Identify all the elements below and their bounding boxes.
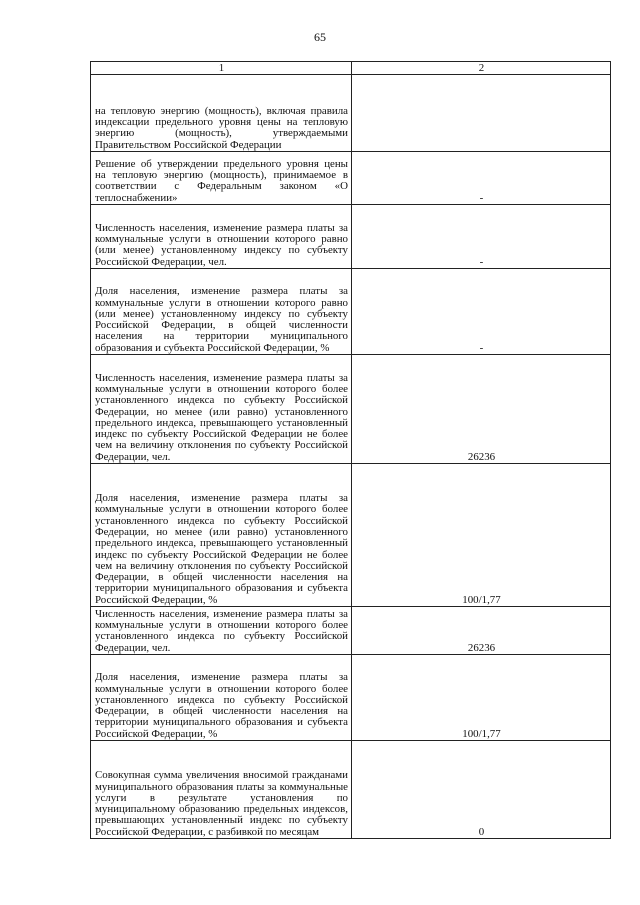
row-value: 26236 [352, 355, 611, 464]
page-number: 65 [314, 30, 326, 44]
row-value: - [352, 205, 611, 269]
table-row [91, 464, 611, 607]
row-value: 26236 [352, 607, 611, 655]
row-description: на тепловую энергию (мощность), включая правила индексации предельного уровня цены на тепловую энергию (мощность), утверждаемыми Правительством Российской Федерации [91, 75, 352, 152]
column-header-1: 1 [91, 62, 352, 75]
table-row [91, 355, 611, 464]
row-description: Совокупная сумма увеличения вносимой гражданами муниципального образования платы за коммунальные услуги в результате установления по муниципальному образованию предельных индексов, превышающих установленный индекс по субъекту Российской Федерации, с разбивкой по месяцам [91, 741, 352, 839]
row-value: 100/1,77 [352, 464, 611, 607]
table-row [91, 75, 611, 152]
row-description: Решение об утверждении предельного уровня цены на тепловую энергию (мощность), принимаемое в соответствии с Федеральным законом «О теплоснабжении» [91, 152, 352, 205]
row-value: 100/1,77 [352, 655, 611, 741]
table-row [91, 205, 611, 269]
column-header-2: 2 [352, 62, 611, 75]
row-value: 0 [352, 741, 611, 839]
table-header-row [91, 62, 611, 75]
table-row [91, 152, 611, 205]
row-value [352, 75, 611, 152]
row-description: Численность населения, изменение размера платы за коммунальные услуги в отношении которого более установленного индекса по субъекту Российской Федерации, но менее (или равно) установленного предельного индекса, превышающего установленный индекс по субъекту Российской Федерации не более чем на величину отклонения по субъекту Российской Федерации, чел. [91, 355, 352, 464]
row-value: - [352, 152, 611, 205]
table-row [91, 269, 611, 355]
indicators-table [90, 61, 611, 839]
row-description: Доля населения, изменение размера платы за коммунальные услуги в отношении которого более установленного индекса по субъекту Российской Федерации, в общей численности населения на территории муниципального образования и субъекта Российской Федерации, % [91, 655, 352, 741]
row-description: Численность населения, изменение размера платы за коммунальные услуги в отношении которого более установленного индекса по субъекту Российской Федерации, чел. [91, 607, 352, 655]
row-description: Доля населения, изменение размера платы за коммунальные услуги в отношении которого равно (или менее) установленному индексу по субъекту Российской Федерации, в общей численности населения на территории муниципального образования и субъекта Российской Федерации, % [91, 269, 352, 355]
table-row [91, 607, 611, 655]
row-description: Доля населения, изменение размера платы за коммунальные услуги в отношении которого более установленного индекса по субъекту Российской Федерации, но менее (или равно) установленного предельного индекса, превышающего установленный индекс по субъекту Российской Федерации не более чем на величину отклонения по субъекту Российской Федерации, в общей численности населения на территории муниципального образования и субъекта Российской Федерации, % [91, 464, 352, 607]
table-row [91, 655, 611, 741]
table-row [91, 741, 611, 839]
row-value: - [352, 269, 611, 355]
row-description: Численность населения, изменение размера платы за коммунальные услуги в отношении которого равно (или менее) установленному индексу по субъекту Российской Федерации, чел. [91, 205, 352, 269]
